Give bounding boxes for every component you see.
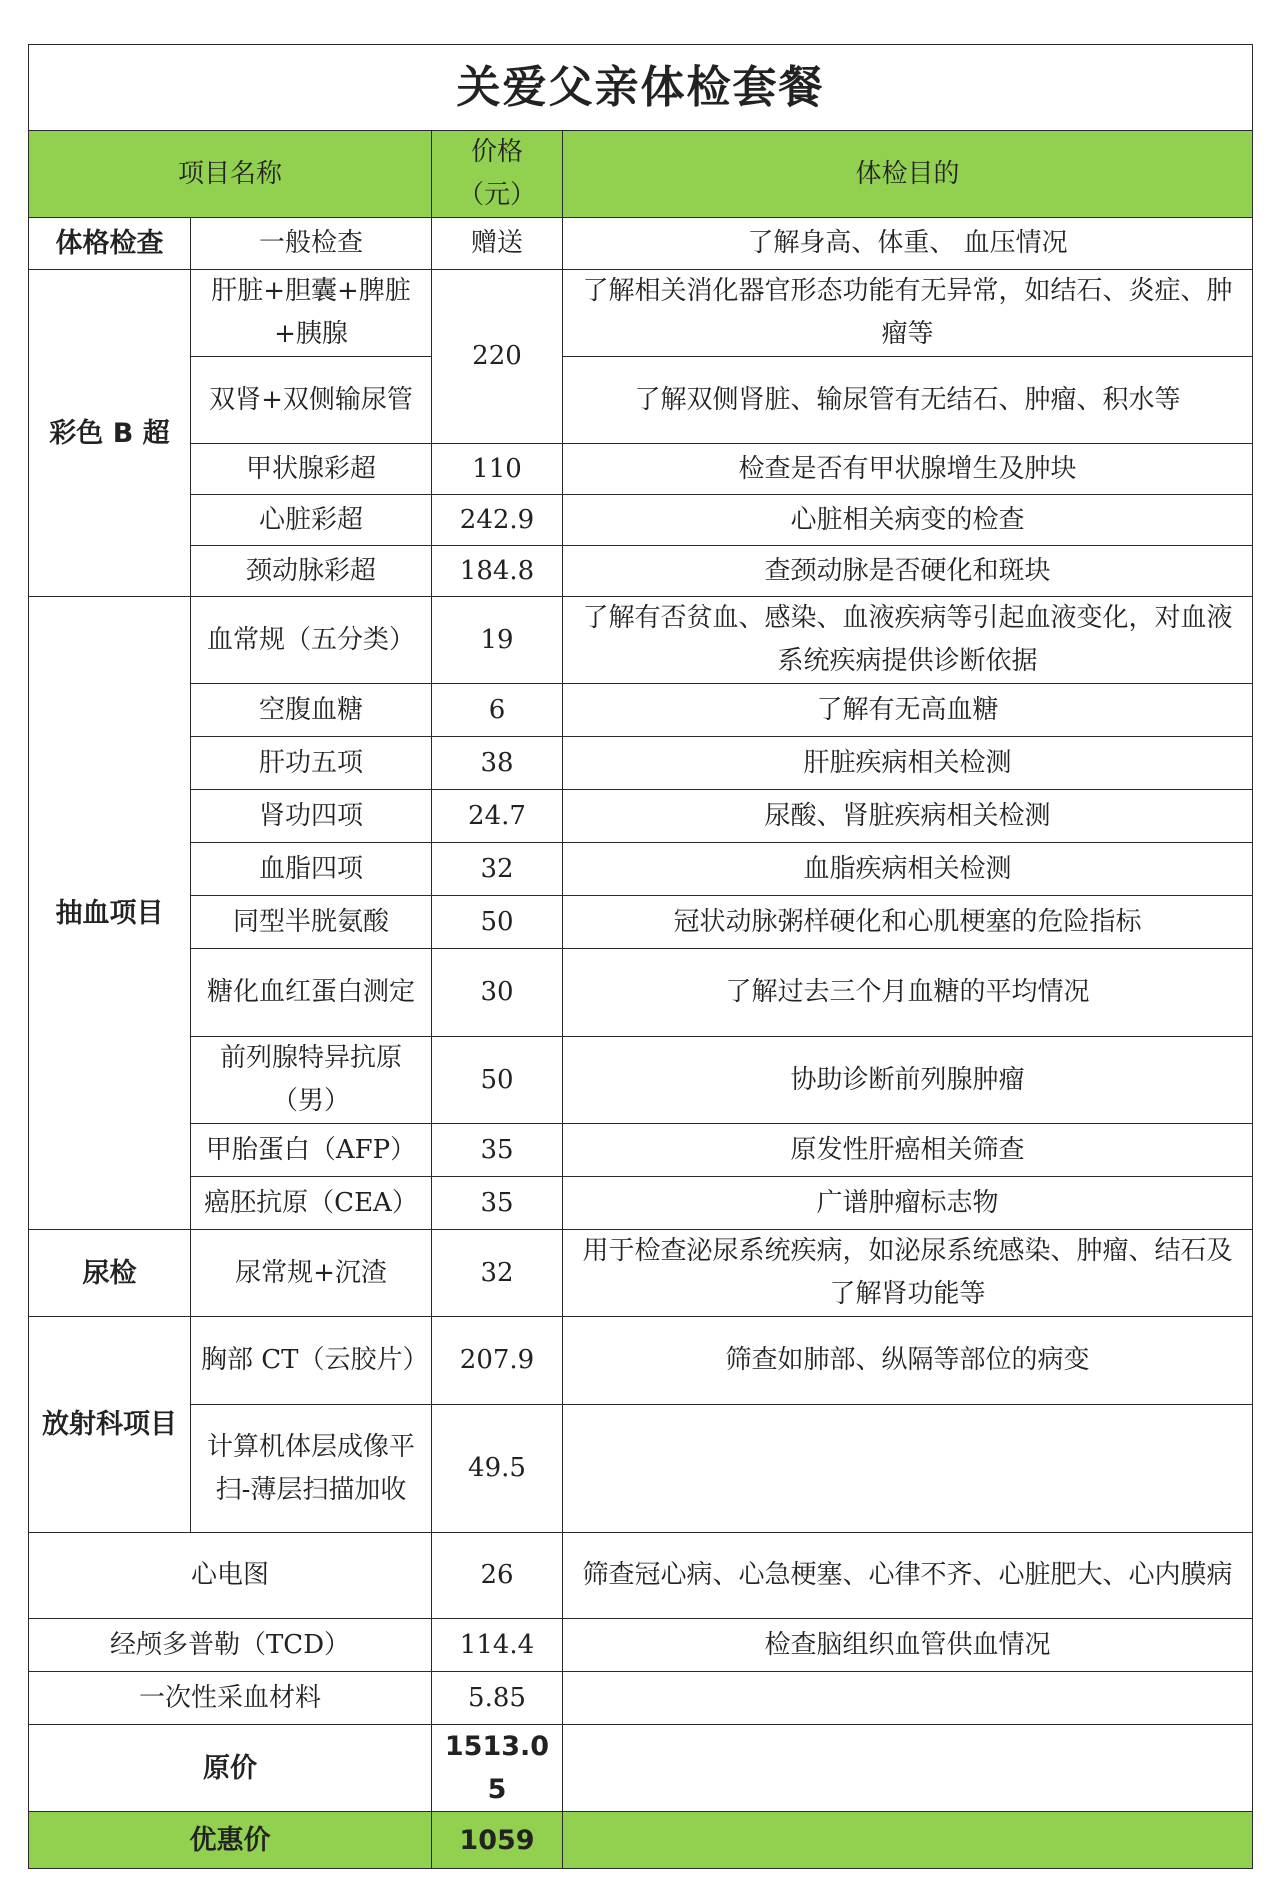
item-name: 胸部 CT（云胶片） <box>191 1317 432 1405</box>
item-price: 19 <box>432 597 563 684</box>
item-price: 114.4 <box>432 1619 563 1672</box>
discount-price-value: 1059 <box>432 1812 563 1869</box>
category-blood: 抽血项目 <box>29 597 191 1230</box>
item-purpose: 查颈动脉是否硬化和斑块 <box>563 546 1253 597</box>
item-name: 双肾+双侧输尿管 <box>191 357 432 444</box>
item-purpose: 广谱肿瘤标志物 <box>563 1177 1253 1230</box>
item-price: 50 <box>432 896 563 949</box>
item-name: 同型半胱氨酸 <box>191 896 432 949</box>
header-purpose: 体检目的 <box>563 131 1253 218</box>
original-price-value: 1513.05 <box>432 1725 563 1812</box>
item-purpose <box>563 1405 1253 1533</box>
item-price: 32 <box>432 1230 563 1317</box>
item-price: 26 <box>432 1533 563 1619</box>
item-purpose: 检查脑组织血管供血情况 <box>563 1619 1253 1672</box>
item-price: 35 <box>432 1124 563 1177</box>
item-purpose: 了解过去三个月血糖的平均情况 <box>563 949 1253 1037</box>
original-price-label: 原价 <box>29 1725 432 1812</box>
item-purpose: 筛查冠心病、心急梗塞、心律不齐、心脏肥大、心内膜病 <box>563 1533 1253 1619</box>
item-purpose: 检查是否有甲状腺增生及肿块 <box>563 444 1253 495</box>
item-price: 184.8 <box>432 546 563 597</box>
item-name: 心脏彩超 <box>191 495 432 546</box>
item-purpose: 了解有否贫血、感染、血液疾病等引起血液变化，对血液系统疾病提供诊断依据 <box>563 597 1253 684</box>
header-price: 价格（元） <box>432 131 563 218</box>
item-name: 血脂四项 <box>191 843 432 896</box>
item-price: 32 <box>432 843 563 896</box>
item-purpose: 了解身高、体重、 血压情况 <box>563 218 1253 270</box>
item-purpose: 了解双侧肾脏、输尿管有无结石、肿瘤、积水等 <box>563 357 1253 444</box>
item-price: 50 <box>432 1037 563 1124</box>
item-price: 6 <box>432 684 563 737</box>
item-purpose: 尿酸、肾脏疾病相关检测 <box>563 790 1253 843</box>
item-purpose: 筛查如肺部、纵隔等部位的病变 <box>563 1317 1253 1405</box>
item-price: 赠送 <box>432 218 563 270</box>
discount-price-label: 优惠价 <box>29 1812 432 1869</box>
item-purpose: 原发性肝癌相关筛查 <box>563 1124 1253 1177</box>
item-purpose: 了解有无高血糖 <box>563 684 1253 737</box>
item-price: 220 <box>432 270 563 444</box>
item-purpose: 血脂疾病相关检测 <box>563 843 1253 896</box>
item-name: 糖化血红蛋白测定 <box>191 949 432 1037</box>
item-purpose: 协助诊断前列腺肿瘤 <box>563 1037 1253 1124</box>
item-price: 24.7 <box>432 790 563 843</box>
package-title: 关爱父亲体检套餐 <box>29 45 1253 131</box>
category-physical: 体格检查 <box>29 218 191 270</box>
item-name: 空腹血糖 <box>191 684 432 737</box>
item-purpose: 冠状动脉粥样硬化和心肌梗塞的危险指标 <box>563 896 1253 949</box>
item-name: 肝脏+胆囊+脾脏+胰腺 <box>191 270 432 357</box>
item-name: 心电图 <box>29 1533 432 1619</box>
item-purpose: 心脏相关病变的检查 <box>563 495 1253 546</box>
item-name: 血常规（五分类） <box>191 597 432 684</box>
item-name: 一次性采血材料 <box>29 1672 432 1725</box>
item-price: 110 <box>432 444 563 495</box>
item-price: 242.9 <box>432 495 563 546</box>
discount-price-note <box>563 1812 1253 1869</box>
category-b-ultrasound: 彩色 B 超 <box>29 270 191 597</box>
category-urine: 尿检 <box>29 1230 191 1317</box>
item-name: 经颅多普勒（TCD） <box>29 1619 432 1672</box>
checkup-package-table <box>28 44 1253 1869</box>
item-name: 癌胚抗原（CEA） <box>191 1177 432 1230</box>
item-purpose: 了解相关消化器官形态功能有无异常，如结石、炎症、肿瘤等 <box>563 270 1253 357</box>
item-name: 尿常规+沉渣 <box>191 1230 432 1317</box>
item-name: 肾功四项 <box>191 790 432 843</box>
original-price-note <box>563 1725 1253 1812</box>
item-price: 35 <box>432 1177 563 1230</box>
item-name: 一般检查 <box>191 218 432 270</box>
item-purpose: 用于检查泌尿系统疾病，如泌尿系统感染、肿瘤、结石及了解肾功能等 <box>563 1230 1253 1317</box>
category-radiology: 放射科项目 <box>29 1317 191 1533</box>
item-name: 甲状腺彩超 <box>191 444 432 495</box>
item-name: 计算机体层成像平扫-薄层扫描加收 <box>191 1405 432 1533</box>
item-price: 30 <box>432 949 563 1037</box>
item-price: 49.5 <box>432 1405 563 1533</box>
item-purpose: 肝脏疾病相关检测 <box>563 737 1253 790</box>
item-price: 5.85 <box>432 1672 563 1725</box>
item-price: 38 <box>432 737 563 790</box>
item-name: 前列腺特异抗原（男） <box>191 1037 432 1124</box>
item-name: 肝功五项 <box>191 737 432 790</box>
header-item-name: 项目名称 <box>29 131 432 218</box>
item-purpose <box>563 1672 1253 1725</box>
item-name: 甲胎蛋白（AFP） <box>191 1124 432 1177</box>
item-name: 颈动脉彩超 <box>191 546 432 597</box>
item-price: 207.9 <box>432 1317 563 1405</box>
